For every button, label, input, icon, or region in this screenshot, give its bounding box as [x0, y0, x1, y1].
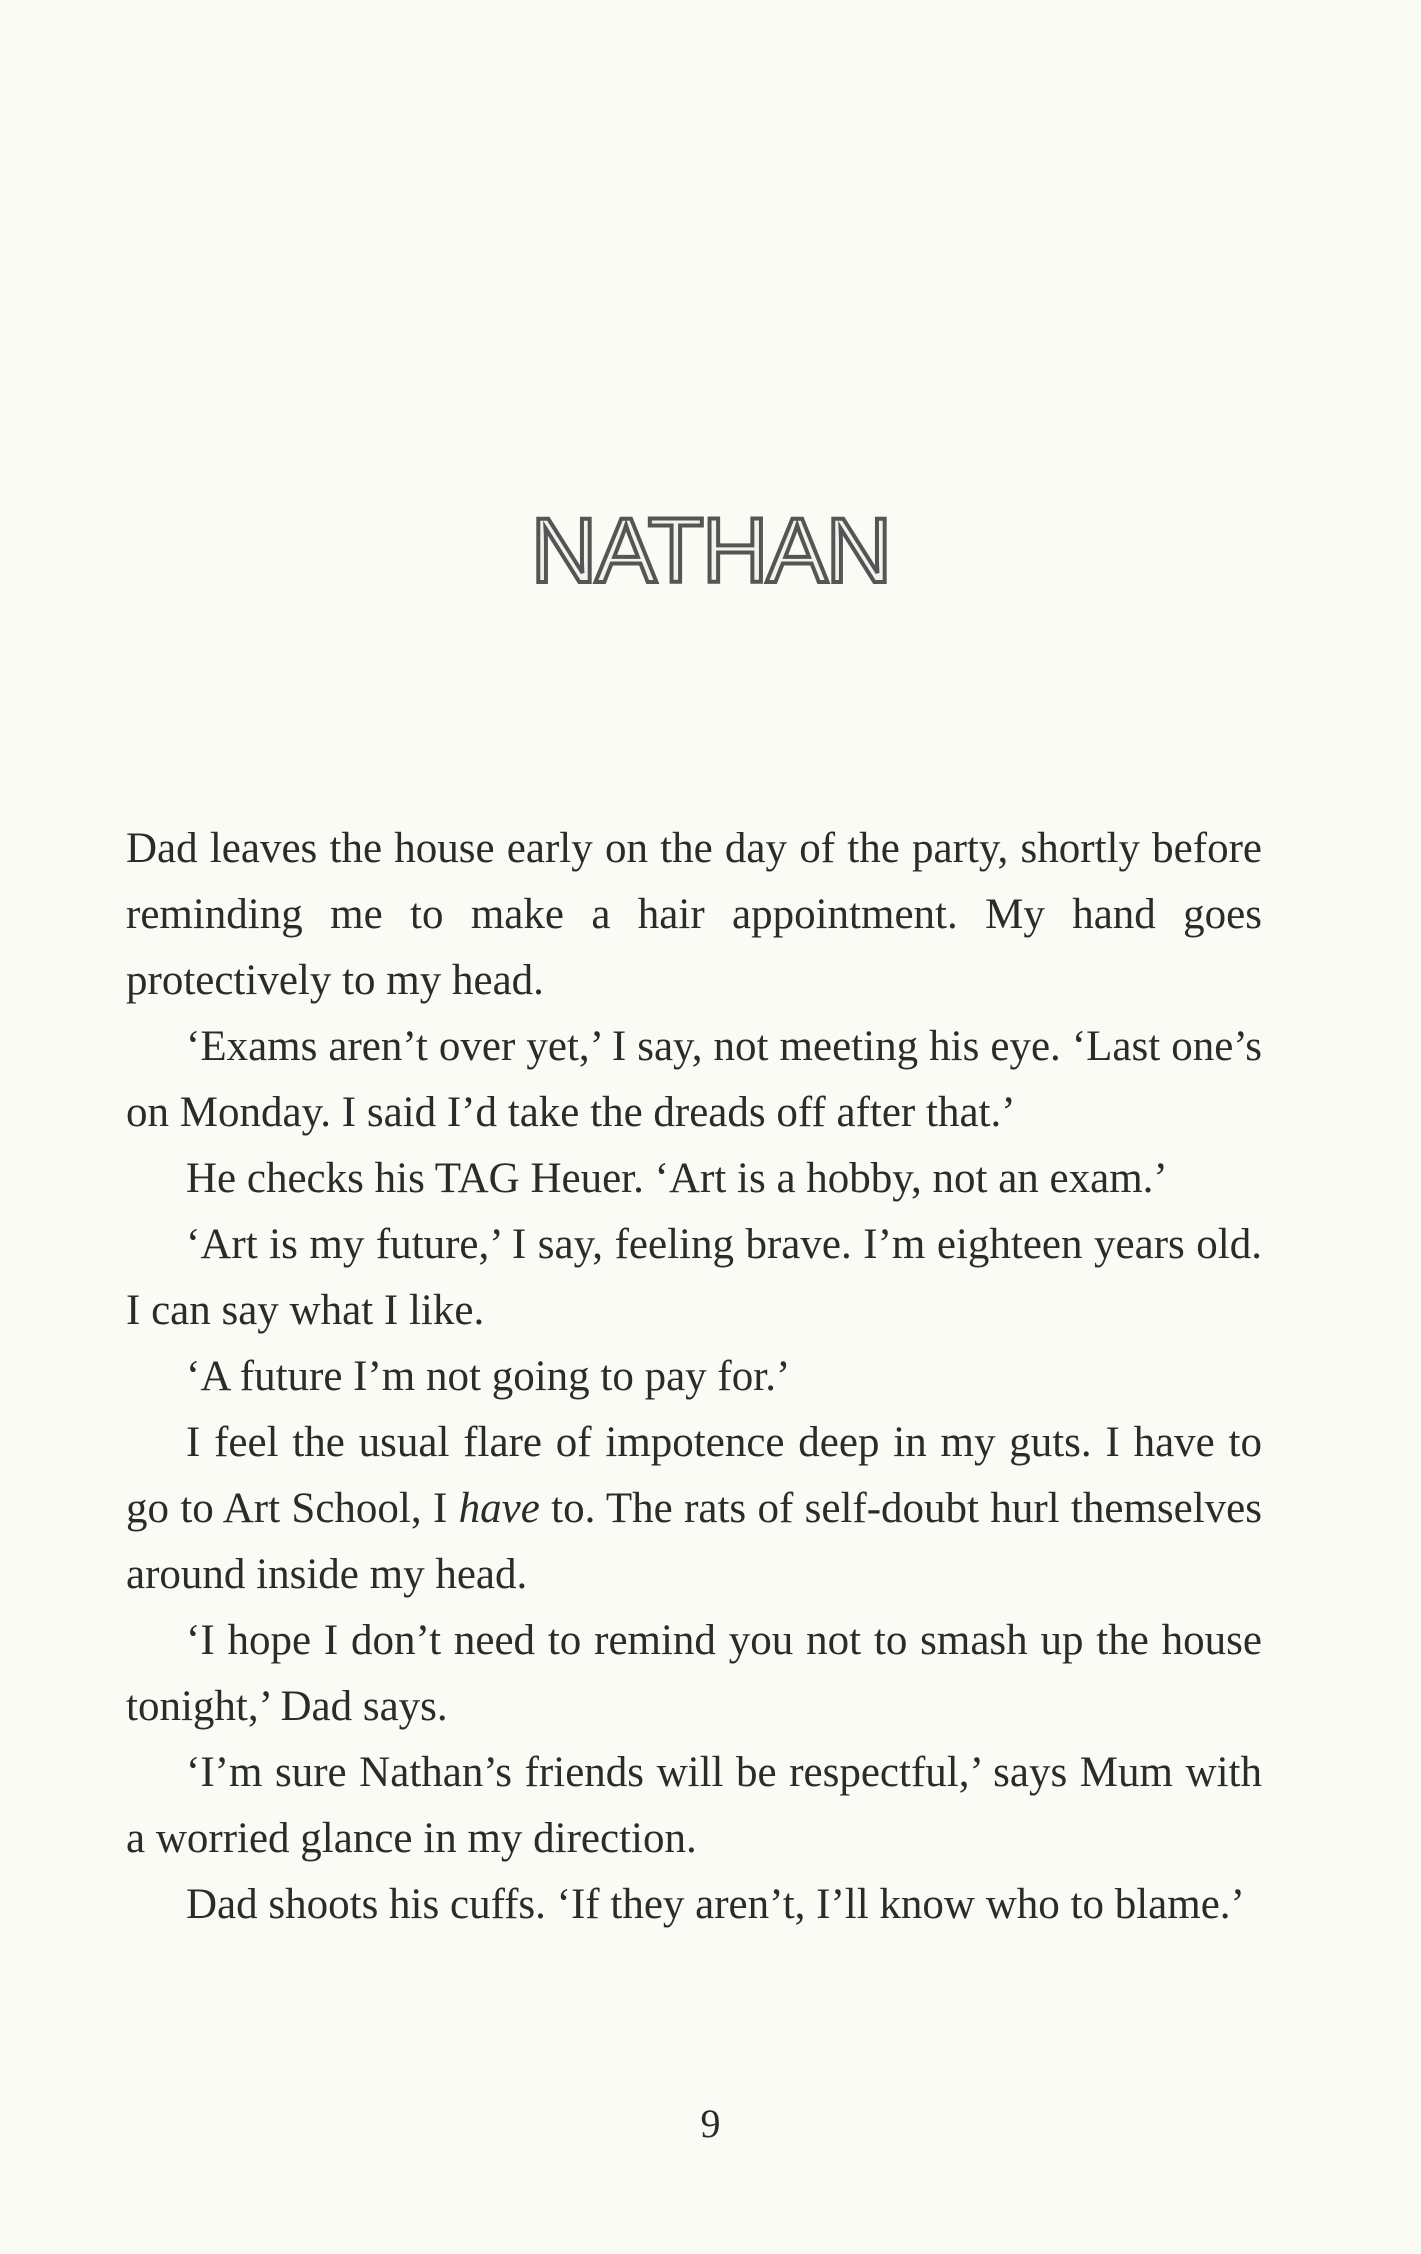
paragraph: Dad shoots his cuffs. ‘If they aren’t, I’ll know who to blame.’ [186, 1881, 1245, 1928]
page-number: 9 [700, 2101, 721, 2146]
paragraph: Dad leaves the house early on the day of the party, shortly before reminding me to make a hair appointment. My hand goes protectively to my head. [126, 825, 1262, 1004]
paragraph: ‘I hope I don’t need to remind you not to smash up the house tonight,’ Dad says. [126, 1617, 1262, 1730]
paragraph: ‘Exams aren’t over yet,’ I say, not meeting his eye. ‘Last one’s on Monday. I said I’d take the dreads off after that.’ [126, 1023, 1262, 1136]
paragraph: ‘Art is my future,’ I say, feeling brave. I’m eighteen years old. I can say what I like. [126, 1221, 1262, 1334]
paragraph: I feel the usual flare of impotence deep in my guts. I have to go to Art School, I have to. The rats of self-doubt hurl themselves around inside my head. [126, 1419, 1263, 1598]
paragraph: He checks his TAG Heuer. ‘Art is a hobby, not an exam.’ [186, 1155, 1168, 1202]
body-text [126, 816, 1262, 1938]
chapter-title: NATHAN [530, 500, 891, 602]
emphasis: have [458, 1485, 540, 1532]
paragraph: ‘I’m sure Nathan’s friends will be respectful,’ says Mum with a worried glance in my direction. [126, 1749, 1262, 1862]
paragraph: ‘A future I’m not going to pay for.’ [186, 1353, 791, 1400]
